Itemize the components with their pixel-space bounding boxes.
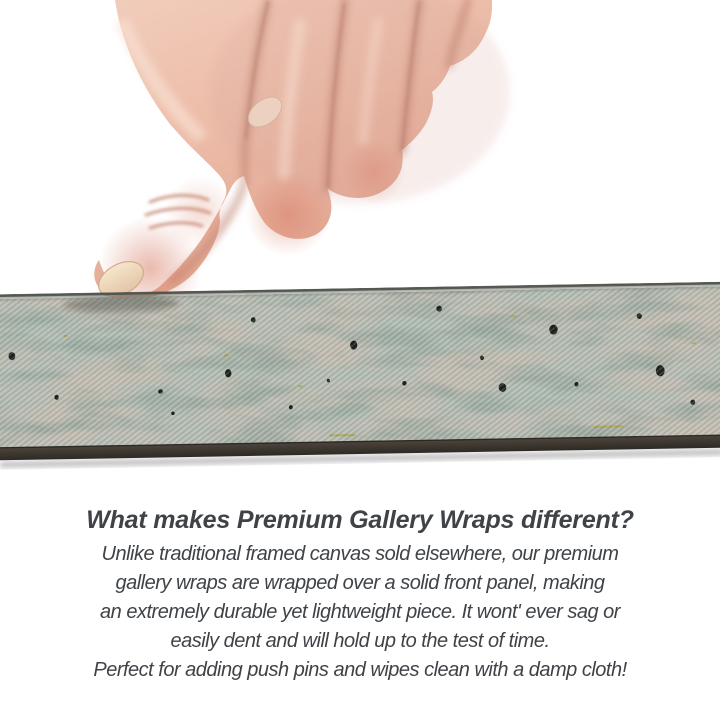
- body-line: Perfect for adding push pins and wipes clean with a damp cloth!: [93, 659, 627, 681]
- body-line: an extremely durable yet lightweight piece. It wont' ever sag or: [100, 601, 620, 623]
- index-middle-crease-line: [328, 4, 344, 188]
- caption-block: [0, 504, 720, 685]
- index-nail: [243, 91, 288, 133]
- thumb-base-blush: [164, 176, 236, 248]
- index-highlight: [284, 24, 300, 175]
- ring-pinky-crease: [449, 0, 468, 66]
- finger-tint: [210, 0, 510, 204]
- body-line: easily dent and will hold up to the test of time.: [170, 630, 550, 652]
- middle-highlight: [363, 22, 378, 140]
- canvas-wrap-edge-photo: [0, 282, 720, 473]
- body-line: gallery wraps are wrapped over a solid front panel, making: [115, 572, 605, 594]
- thumb-wrinkle: [150, 223, 202, 228]
- thumb-wrinkle: [150, 195, 208, 202]
- hand-pressing-photo: [0, 0, 520, 310]
- index-middle-crease: [327, 0, 345, 190]
- thumb-crease-shadow: [172, 0, 268, 281]
- thumb-crease-line: [246, 2, 268, 138]
- body-line: Unlike traditional framed canvas sold elsewhere, our premium: [101, 543, 619, 565]
- hand-silhouette: [94, 0, 492, 299]
- index-tip-blush: [246, 172, 330, 256]
- palm-highlight: [124, 26, 198, 134]
- middle-ring-crease-line: [402, 2, 419, 150]
- thumb-wrinkle: [146, 208, 210, 215]
- middle-ring-crease: [402, 0, 420, 152]
- middle-tip-blush: [342, 140, 406, 204]
- headline: What makes Premium Gallery Wraps different?: [86, 506, 634, 534]
